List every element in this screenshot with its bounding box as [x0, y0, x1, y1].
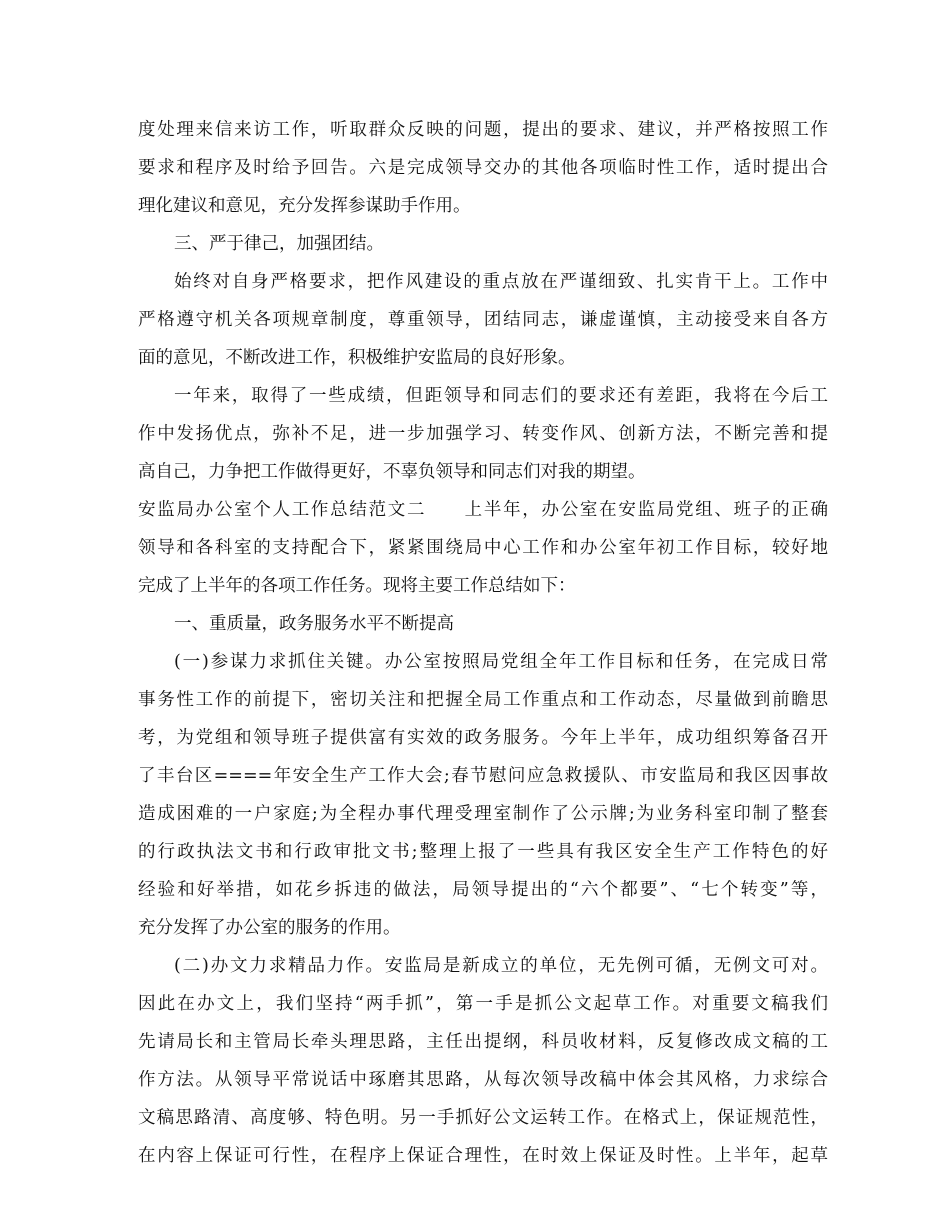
text-line: 因此在办文上，我们坚持“两手抓”，第一手是抓公文起草工作。对重要文稿我们 [138, 994, 828, 1014]
text-line: 在内容上保证可行性，在程序上保证合理性，在时效上保证及时性。上半年，起草 [138, 1146, 828, 1166]
text-line: 经验和好举措，如花乡拆违的做法，局领导提出的“六个都要”、“七个转变”等， [138, 880, 828, 900]
text-line: 充分发挥了办公室的服务的作用。 [138, 918, 401, 938]
text-line: 考，为党组和领导班子提供富有实效的政务服务。今年上半年，成功组织筹备召开 [138, 728, 828, 748]
text-line: 作方法。从领导平常说话中琢磨其思路，从每次领导改稿中体会其风格，力求综合 [138, 1070, 828, 1090]
text-line: 文稿思路清、高度够、特色明。另一手抓好公文运转工作。在格式上，保证规范性， [138, 1108, 828, 1128]
text-line: 度处理来信来访工作，听取群众反映的问题，提出的要求、建议，并严格按照工作 [138, 120, 828, 140]
text-line: (二)办文力求精品力作。安监局是新成立的单位，无先例可循，无例文可对。 [174, 956, 828, 976]
text-line: 严格遵守机关各项规章制度，尊重领导，团结同志，谦虚谨慎，主动接受来自各方 [138, 310, 828, 330]
text-line: 始终对自身严格要求，把作风建设的重点放在严谨细致、扎实肯干上。工作中 [174, 272, 828, 292]
text-line: 完成了上半年的各项工作任务。现将主要工作总结如下： [138, 576, 576, 596]
text-line: 理化建议和意见，充分发挥参谋助手作用。 [138, 196, 471, 216]
text-line: 了丰台区====年安全生产工作大会;春节慰问应急救援队、市安监局和我区因事故 [138, 766, 828, 786]
text-line: 先请局长和主管局长牵头理思路，主任出提纲，科员收材料，反复修改成文稿的工 [138, 1032, 828, 1052]
text-line: 要求和程序及时给予回告。六是完成领导交办的其他各项临时性工作，适时提出合 [138, 158, 828, 178]
text-line: 领导和各科室的支持配合下，紧紧围绕局中心工作和办公室年初工作目标，较好地 [138, 538, 828, 558]
text-line: 造成困难的一户家庭;为全程办事代理受理室制作了公示牌;为业务科室印制了整套 [138, 804, 828, 824]
document-title-line: 安监局办公室个人工作总结范文二 上半年，办公室在安监局党组、班子的正确 [138, 500, 828, 520]
text-line: 高自己，力争把工作做得更好，不辜负领导和同志们对我的期望。 [138, 462, 646, 482]
section-heading: 三、严于律己，加强团结。 [174, 234, 384, 254]
section-heading: 一、重质量，政务服务水平不断提高 [174, 614, 454, 634]
text-line: 一年来，取得了一些成绩，但距领导和同志们的要求还有差距，我将在今后工 [174, 386, 828, 406]
text-line: 的行政执法文书和行政审批文书;整理上报了一些具有我区安全生产工作特色的好 [138, 842, 828, 862]
text-line: (一)参谋力求抓住关键。办公室按照局党组全年工作目标和任务，在完成日常 [174, 652, 828, 672]
text-line: 作中发扬优点，弥补不足，进一步加强学习、转变作风、创新方法，不断完善和提 [138, 424, 828, 444]
text-line: 面的意见，不断改进工作，积极维护安监局的良好形象。 [138, 348, 576, 368]
text-line: 事务性工作的前提下，密切关注和把握全局工作重点和工作动态，尽量做到前瞻思 [138, 690, 828, 710]
